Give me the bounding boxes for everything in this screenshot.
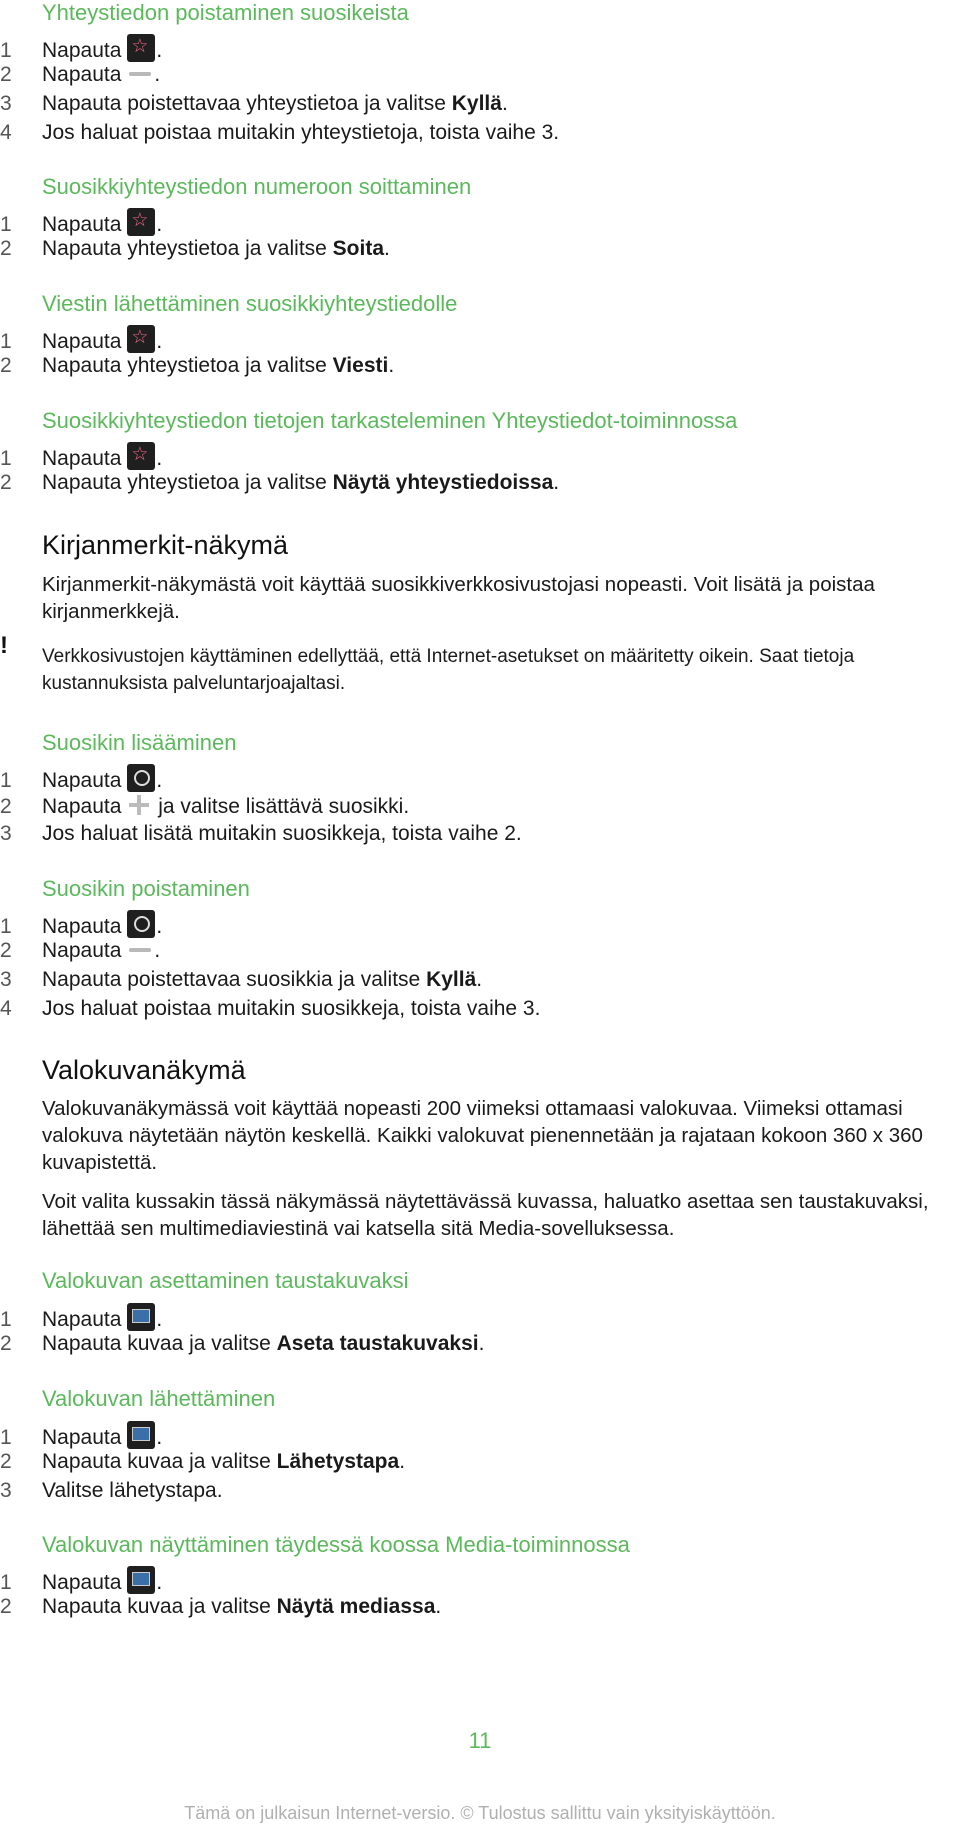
section-heading: Valokuvan näyttäminen täydessä koossa Media-toiminnossa bbox=[42, 1532, 630, 1557]
step-text: Napauta kuvaa ja valitse bbox=[42, 1595, 277, 1618]
step-bold: Viesti bbox=[332, 354, 389, 377]
step-text: Napauta bbox=[42, 939, 122, 962]
step bbox=[0, 121, 559, 145]
section-heading: Suosikkiyhteystiedon tietojen tarkasteleminen Yhteystiedot-toiminnossa bbox=[42, 408, 738, 433]
step-number: 1 bbox=[0, 915, 12, 938]
step: 2 Napauta . bbox=[0, 939, 161, 962]
step-bold: Kyllä bbox=[426, 968, 477, 991]
step: 2 Napauta yhteystietoa ja valitse Näytä yhteystiedoissa. bbox=[0, 471, 560, 494]
section-heading: Yhteystiedon poistaminen suosikeista bbox=[42, 0, 409, 25]
step-text: Jos haluat lisätä muitakin suosikkeja, toista vaihe 2. bbox=[42, 822, 522, 845]
photo-icon bbox=[127, 1566, 155, 1594]
step-text: Napauta poistettavaa suosikkia ja valitse bbox=[42, 968, 427, 991]
step bbox=[0, 793, 409, 819]
step-number: 1 bbox=[0, 213, 12, 236]
step: 2 Napauta kuvaa ja valitse Aseta taustakuvaksi. bbox=[0, 1332, 485, 1355]
web-icon bbox=[127, 910, 155, 938]
menu-icon bbox=[127, 65, 153, 83]
footer-notice: Tämä on julkaisun Internet-versio. © Tulostus sallittu vain yksityiskäyttöön. bbox=[184, 1803, 776, 1823]
section-heading: Viestin lähettäminen suosikkiyhteystiedolle bbox=[42, 291, 458, 316]
step-text: Napauta kuvaa ja valitse bbox=[42, 1332, 277, 1355]
step-number: 1 bbox=[0, 769, 12, 792]
menu-icon bbox=[127, 941, 153, 959]
plus-icon bbox=[127, 793, 151, 817]
step-text: ja valitse lisättävä suosikki. bbox=[152, 795, 410, 818]
step-text: Valitse lähetystapa. bbox=[42, 1479, 223, 1502]
favorites-icon bbox=[127, 325, 155, 353]
step: 1 Napauta☆ . bbox=[0, 34, 162, 63]
step: 1 Napauta☆ . bbox=[0, 325, 162, 354]
step: 3 Napauta poistettavaa suosikkia ja valitse Kyllä. bbox=[0, 968, 483, 991]
step: 2 Napauta kuvaa ja valitse Lähetystapa. bbox=[0, 1450, 406, 1473]
step-text: Napauta bbox=[42, 769, 122, 792]
step: 1 Napauta . bbox=[0, 1566, 162, 1595]
photo-icon bbox=[127, 1303, 155, 1331]
section-title: Kirjanmerkit-näkymä bbox=[42, 530, 289, 560]
step-text: Napauta bbox=[42, 795, 122, 818]
section-heading: Suosikin lisääminen bbox=[42, 730, 237, 755]
step-bold: Aseta taustakuvaksi bbox=[276, 1332, 479, 1355]
step-number: 1 bbox=[0, 447, 12, 470]
step: 1 Napauta . bbox=[0, 764, 162, 793]
section-heading: Valokuvan lähettäminen bbox=[42, 1386, 276, 1411]
warning-note: Verkkosivustojen käyttäminen edellyttää, että Internet-asetukset on määritetty oikein. Saat tietoja kustannuksista palveluntarjoajaltasi. bbox=[42, 646, 855, 694]
page-number: 11 bbox=[468, 1728, 492, 1753]
paragraph: Voit valita kussakin tässä näkymässä näytettävässä kuvassa, haluatko asettaa sen taustakuvaksi, lähettää sen multimediaviestinä vai katsella sitä Media-sovelluksessa. bbox=[42, 1190, 929, 1240]
step: 1 Napauta . bbox=[0, 910, 162, 939]
step-number: 1 bbox=[0, 330, 12, 353]
step-text: Napauta bbox=[42, 330, 122, 353]
section-heading: Valokuvan asettaminen taustakuvaksi bbox=[42, 1268, 409, 1293]
step-text: Napauta bbox=[42, 1426, 122, 1449]
step-number: 4 bbox=[0, 121, 12, 144]
step-number: 2 bbox=[0, 1595, 12, 1618]
step bbox=[0, 822, 522, 846]
section-heading: Suosikin poistaminen bbox=[42, 876, 250, 901]
step-number: 2 bbox=[0, 795, 12, 818]
step-number: 1 bbox=[0, 1571, 12, 1594]
step-bold: Näytä yhteystiedoissa bbox=[332, 471, 554, 494]
favorites-icon bbox=[127, 208, 155, 236]
step-text: Napauta bbox=[42, 213, 122, 236]
step: 2 Napauta yhteystietoa ja valitse Soita. bbox=[0, 237, 390, 260]
section-title: Valokuvanäkymä bbox=[42, 1055, 246, 1085]
favorites-icon bbox=[127, 442, 155, 470]
step-bold: Näytä mediassa bbox=[276, 1595, 436, 1618]
step-text: Napauta bbox=[42, 1308, 122, 1331]
step-text: Napauta bbox=[42, 447, 122, 470]
step-text: Napauta bbox=[42, 1571, 122, 1594]
step-text: Napauta poistettavaa yhteystietoa ja valitse bbox=[42, 92, 452, 115]
step-bold: Soita bbox=[332, 237, 385, 260]
step-text: Napauta bbox=[42, 63, 122, 86]
step: 1 Napauta . bbox=[0, 1303, 162, 1332]
step: 3 Napauta poistettavaa yhteystietoa ja valitse Kyllä. bbox=[0, 92, 508, 115]
step-number: 3 bbox=[0, 1479, 12, 1502]
step-number: 2 bbox=[0, 1332, 12, 1355]
step-number: 3 bbox=[0, 822, 12, 845]
step-text: Napauta yhteystietoa ja valitse bbox=[42, 237, 333, 260]
step-number: 3 bbox=[0, 92, 12, 115]
step: 1 Napauta☆ . bbox=[0, 208, 162, 237]
step: 1 Napauta☆ . bbox=[0, 442, 162, 471]
step-number: 2 bbox=[0, 471, 12, 494]
step-text: Napauta yhteystietoa ja valitse bbox=[42, 354, 333, 377]
warning-icon: ! bbox=[0, 632, 8, 659]
step-number: 1 bbox=[0, 1426, 12, 1449]
step-text: Jos haluat poistaa muitakin yhteystietoja, toista vaihe 3. bbox=[42, 121, 560, 144]
photo-icon bbox=[127, 1421, 155, 1449]
step-number: 2 bbox=[0, 939, 12, 962]
step: 2 Napauta kuvaa ja valitse Näytä mediassa. bbox=[0, 1595, 442, 1618]
step-bold: Lähetystapa bbox=[276, 1450, 400, 1473]
step-text: Napauta bbox=[42, 915, 122, 938]
web-icon bbox=[127, 764, 155, 792]
step bbox=[0, 1479, 223, 1503]
step-number: 2 bbox=[0, 237, 12, 260]
favorites-icon bbox=[127, 34, 155, 62]
step: 1 Napauta . bbox=[0, 1421, 162, 1450]
step-text: Jos haluat poistaa muitakin suosikkeja, toista vaihe 3. bbox=[42, 997, 541, 1020]
step bbox=[0, 997, 540, 1021]
step-number: 3 bbox=[0, 968, 12, 991]
step: 2 Napauta . bbox=[0, 63, 161, 86]
step-number: 1 bbox=[0, 39, 12, 62]
step-number: 4 bbox=[0, 997, 12, 1020]
step-text: Napauta yhteystietoa ja valitse bbox=[42, 471, 333, 494]
step-number: 2 bbox=[0, 354, 12, 377]
section-heading: Suosikkiyhteystiedon numeroon soittaminen bbox=[42, 174, 472, 199]
step-number: 1 bbox=[0, 1308, 12, 1331]
step-number: 2 bbox=[0, 1450, 12, 1473]
step-number: 2 bbox=[0, 63, 12, 86]
step: 2 Napauta yhteystietoa ja valitse Viesti. bbox=[0, 354, 395, 377]
paragraph: Valokuvanäkymässä voit käyttää nopeasti 200 viimeksi ottamaasi valokuvaa. Viimeksi ottamasi valokuva näytetään näytön keskellä. Kaikki valokuvat pienennetään ja rajataan kokoon 360 x 360 kuvapistettä. bbox=[42, 1097, 923, 1174]
paragraph: Kirjanmerkit-näkymästä voit käyttää suosikkiverkkosivustojasi nopeasti. Voit lisätä ja poistaa kirjanmerkkejä. bbox=[42, 573, 875, 623]
step-text: Napauta kuvaa ja valitse bbox=[42, 1450, 277, 1473]
step-text: Napauta bbox=[42, 39, 122, 62]
step-bold: Kyllä bbox=[451, 92, 502, 115]
